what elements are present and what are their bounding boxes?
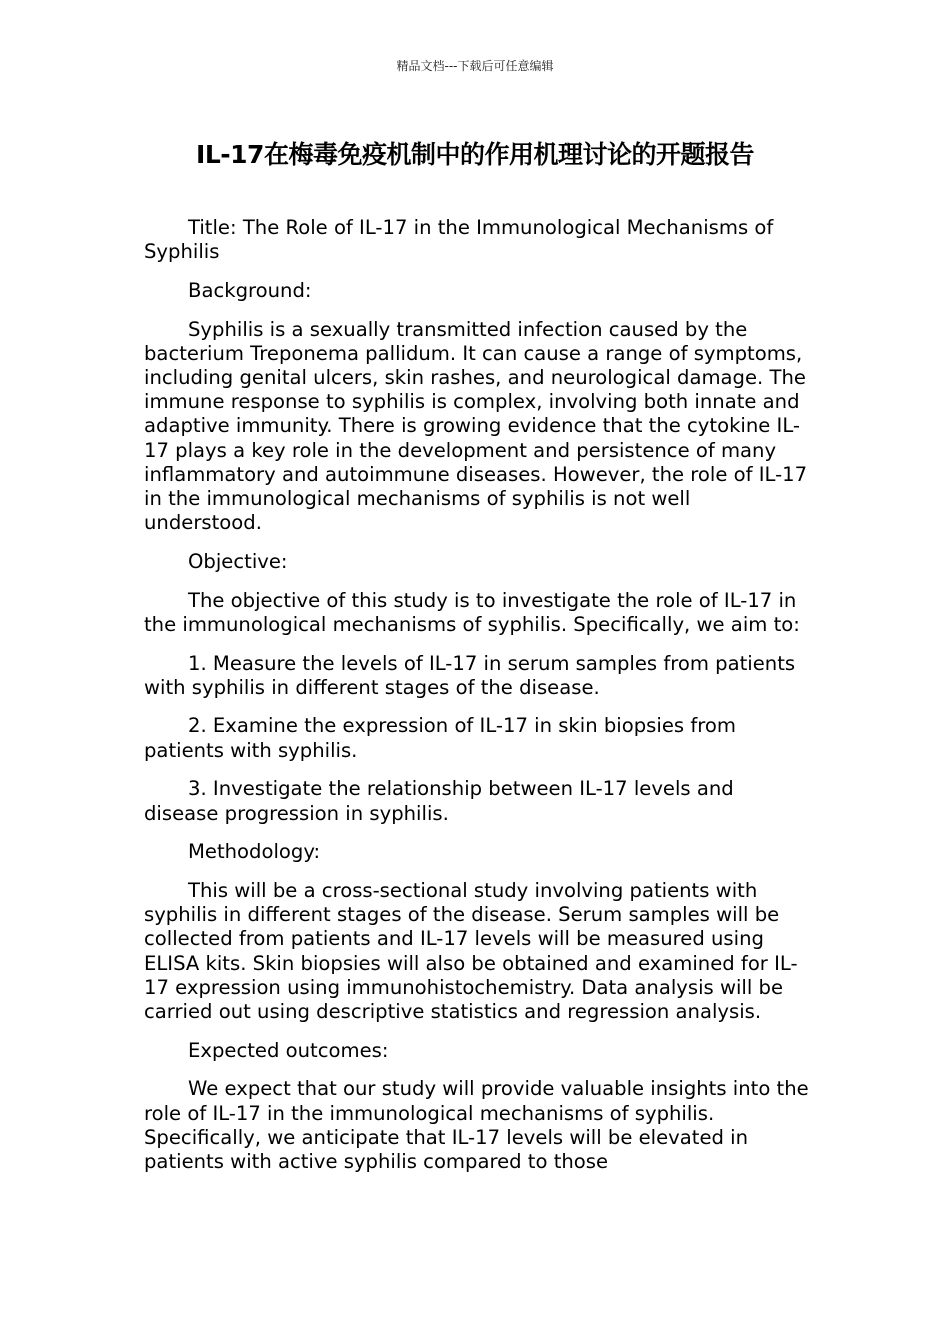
page-header-note: 精品文档---下载后可任意编辑 bbox=[396, 59, 554, 73]
paragraph-methodology: This will be a cross-sectional study involving patients with syphilis in different stages of the disease. Serum samples will be collected from patients and IL-17 levels will be measured using ELISA kits. Skin biopsies will also be obtained and examined for IL-17 expression using immunohistochemistry. Data analysis will be carried out using descriptive statistics and regression analysis. bbox=[144, 878, 798, 1023]
list-item-aim-3: 3. Investigate the relationship between IL-17 levels and disease progression in syphilis. bbox=[144, 777, 734, 825]
paragraph-background: Syphilis is a sexually transmitted infection caused by the bacterium Treponema pallidum. It can cause a range of symptoms, including genital ulcers, skin rashes, and neurological damage. The immune response to syphilis is complex, involving both innate and adaptive immunity. There is growing evidence that the cytokine IL-17 plays a key role in the development and persistence of many inflammatory and autoimmune diseases. However, the role of IL-17 in the immunological mechanisms of syphilis is not well understood. bbox=[144, 317, 808, 535]
paragraph-expected-outcomes: We expect that our study will provide valuable insights into the role of IL-17 in the immunological mechanisms of syphilis. Specifically, we anticipate that IL-17 levels will be elevated in patients with active syphilis compared to those bbox=[144, 1077, 809, 1173]
document-title: IL-17在梅毒免疫机制中的作用机理讨论的开题报告 bbox=[196, 140, 754, 169]
document-body bbox=[144, 216, 810, 1189]
paragraph-title-line: Title: The Role of IL-17 in the Immunological Mechanisms of Syphilis bbox=[144, 216, 774, 264]
section-heading-background: Background: bbox=[188, 278, 312, 302]
section-heading-methodology: Methodology: bbox=[188, 840, 321, 864]
list-item-aim-2: 2. Examine the expression of IL-17 in skin biopsies from patients with syphilis. bbox=[144, 714, 736, 762]
section-heading-expected-outcomes: Expected outcomes: bbox=[188, 1038, 389, 1062]
paragraph-objective: The objective of this study is to investigate the role of IL-17 in the immunological mechanisms of syphilis. Specifically, we aim to: bbox=[144, 588, 800, 636]
section-heading-objective: Objective: bbox=[188, 549, 288, 573]
list-item-aim-1: 1. Measure the levels of IL-17 in serum samples from patients with syphilis in different stages of the disease. bbox=[144, 651, 796, 699]
